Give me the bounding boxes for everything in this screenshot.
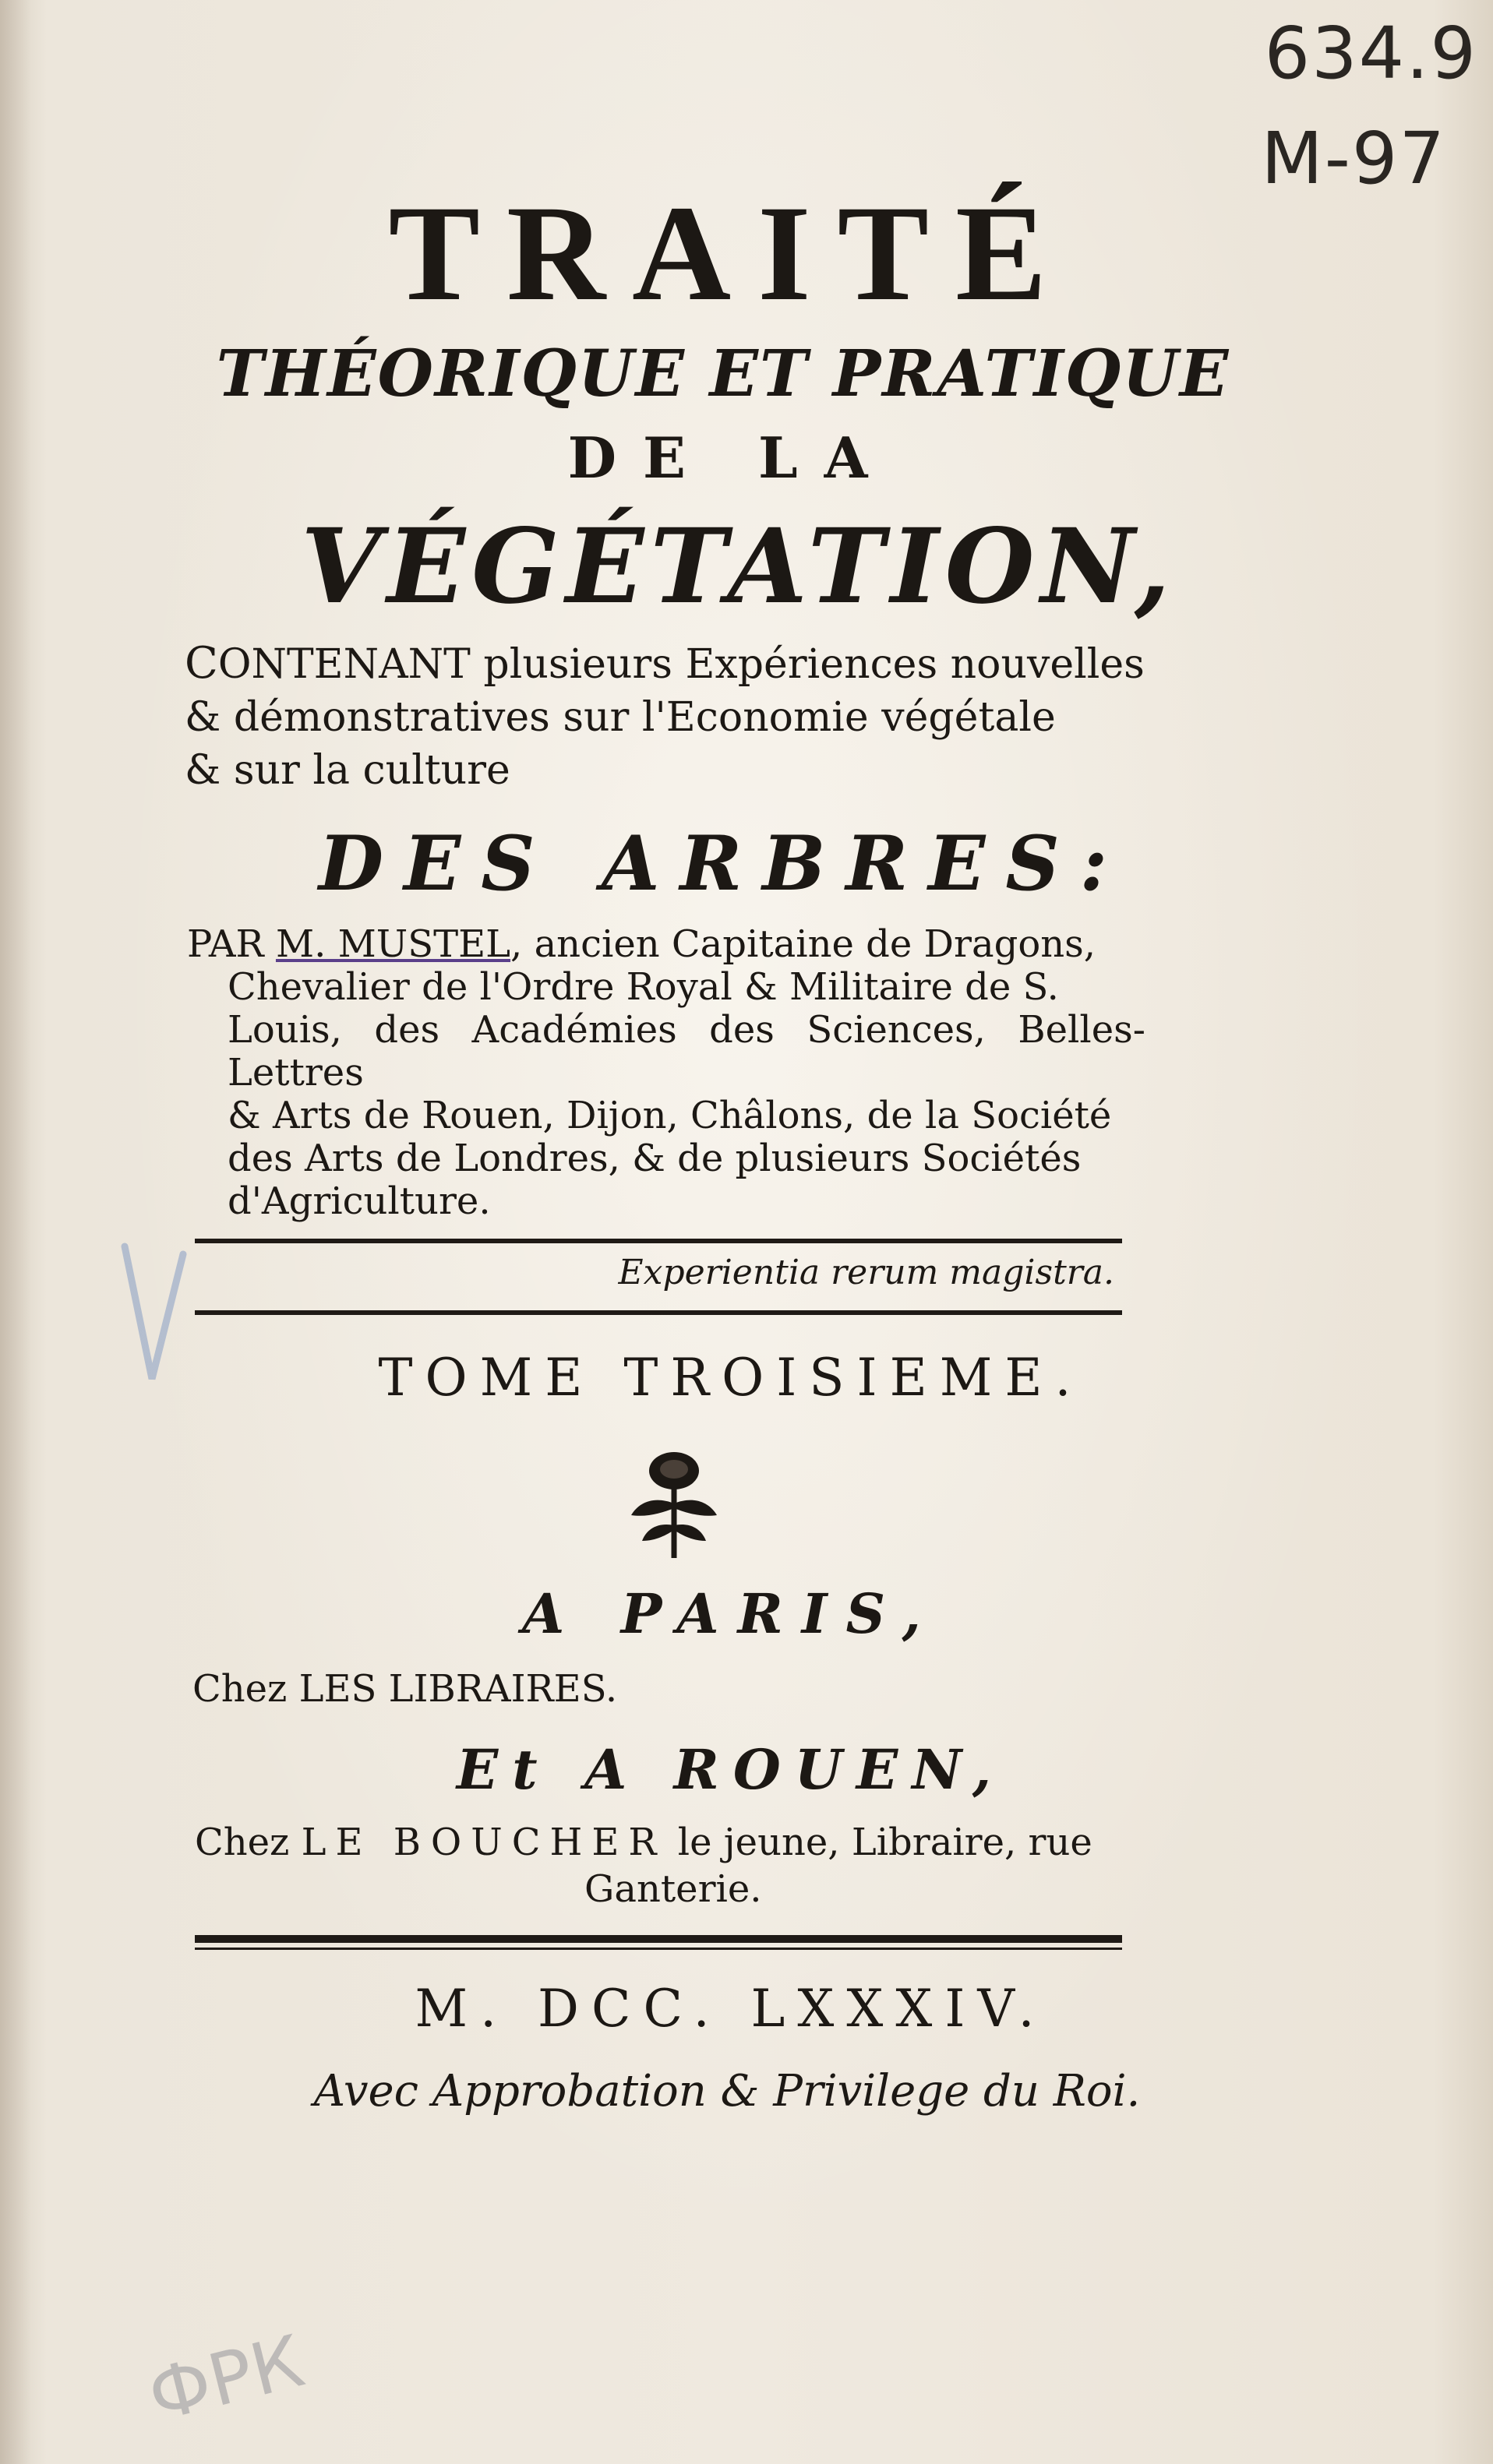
author-line-5: des Arts de Londres, & de plusieurs Sociétés	[228, 1137, 1082, 1180]
author-name: M. MUSTEL	[275, 922, 511, 966]
contents-line-3: & sur la culture	[185, 747, 510, 794]
title-connector: DE LA	[567, 425, 895, 491]
author-line-6: d'Agriculture.	[228, 1179, 491, 1223]
contents-line-1: CONTENANT plusieurs Expériences nouvelles	[185, 638, 1145, 689]
publication-date: M. DCC. LXXXIV.	[415, 1979, 1047, 2039]
author-line-2: Chevalier de l'Ordre Royal & Militaire de S.	[228, 965, 1059, 1009]
flower-ornament-icon	[623, 1441, 725, 1566]
subject-heading: DES ARBRES:	[318, 820, 1128, 908]
author-credentials	[187, 923, 1145, 1223]
privilege-line: Avec Approbation & Privilege du Roi.	[313, 2066, 1141, 2117]
rule-bottom	[195, 1310, 1122, 1315]
author-line-1: PAR M. MUSTEL, ancien Capitaine de Dragons,	[187, 922, 1096, 966]
rule-top	[195, 1239, 1122, 1243]
rule-thick	[195, 1935, 1122, 1943]
motto: Experientia rerum magistra.	[618, 1253, 1114, 1292]
shelfmark-number: 634.9	[1264, 12, 1477, 95]
imprint-place-paris: A PARIS,	[522, 1581, 940, 1646]
author-line-3: Louis, des Académies des Sciences, Belles-Lettres	[228, 1008, 1145, 1095]
rule-thin	[195, 1948, 1122, 1950]
book-subtitle: THÉORIQUE ET PRATIQUE	[216, 337, 1230, 411]
contents-description	[185, 637, 1151, 797]
library-stamp: ФРК	[140, 2319, 312, 2438]
author-par: PAR	[187, 922, 264, 966]
imprint-place-rouen: Et A ROUEN,	[456, 1737, 1006, 1802]
contents-line-2: & démonstratives sur l'Economie végétale	[185, 694, 1056, 741]
shelfmark-code: M-97	[1261, 117, 1446, 200]
imprint-seller-paris: Chez LES LIBRAIRES.	[192, 1667, 618, 1711]
title-subject: VÉGÉTATION,	[301, 506, 1177, 627]
imprint-seller-rouen: Chez LE BOUCHER le jeune, Libraire, rue Ganterie.	[195, 1821, 1092, 1911]
volume-number: TOME TROISIEME.	[378, 1348, 1084, 1408]
book-title: TRAITÉ	[388, 178, 1074, 330]
author-line-4: & Arts de Rouen, Dijon, Châlons, de la Société	[228, 1094, 1112, 1137]
